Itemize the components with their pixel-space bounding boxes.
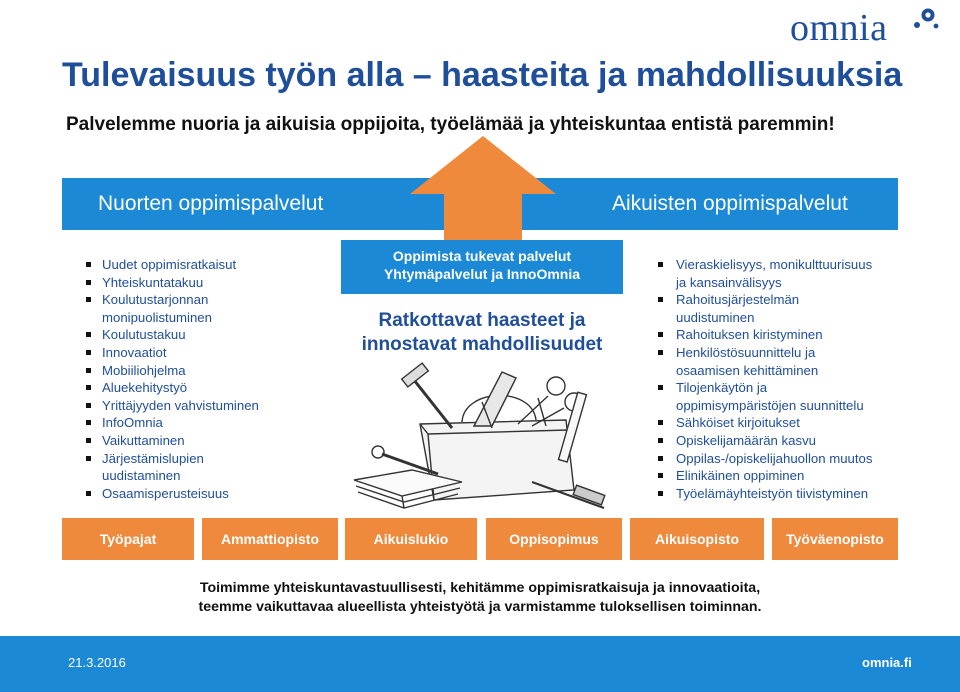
list-item (658, 344, 872, 362)
list-item-text: Koulutustarjonnan (102, 292, 209, 308)
list-item-text: Mobiiliohjelma (102, 362, 186, 378)
bullet-square-icon (86, 403, 91, 408)
list-item (86, 414, 259, 432)
unit-box-aikuisopisto: Aikuisopisto (630, 518, 764, 560)
list-item-text: ja kansainvälisyys (676, 274, 782, 290)
list-item (658, 291, 872, 309)
list-item-continuation (658, 309, 872, 327)
list-item-text: Elinikäinen oppiminen (676, 468, 805, 484)
list-item-continuation (658, 397, 872, 415)
list-item-text: Työelämäyhteistyön tiivistyminen (676, 485, 869, 501)
list-item (658, 450, 872, 468)
unit-box-aikuislukio: Aikuislukio (345, 518, 477, 560)
list-item-continuation (658, 362, 872, 380)
list-item-continuation (658, 274, 872, 292)
list-item (86, 432, 259, 450)
bullet-square-icon (86, 262, 91, 267)
youth-services-label: Nuorten oppimispalvelut (98, 192, 324, 215)
list-item-text: Osaamisperusteisuus (102, 485, 229, 501)
list-item-text: InfoOmnia (102, 415, 163, 431)
bullet-square-icon (658, 262, 663, 267)
bullet-square-icon (658, 332, 663, 337)
adult-issues-list (658, 256, 872, 502)
list-item-continuation (86, 309, 259, 327)
bullet-square-icon (658, 491, 663, 496)
list-item-text: Opiskelijamäärän kasvu (676, 432, 816, 448)
bullet-square-icon (86, 456, 91, 461)
list-item-text: oppimisympäristöjen suunnittelu (676, 397, 864, 413)
page-title: Tulevaisuus työn alla – haasteita ja mahdollisuuksia (62, 56, 903, 94)
list-item-text: monipuolistuminen (102, 309, 212, 325)
list-item (86, 485, 259, 503)
list-item-text: Vaikuttaminen (102, 432, 185, 448)
challenges-heading-line1: Ratkottavat haasteet ja (378, 310, 586, 331)
list-item-text: Tilojenkäytön ja (676, 380, 768, 396)
list-item-text: Sähköiset kirjoitukset (676, 415, 800, 431)
unit-box-tyovaenopisto: Työväenopisto (772, 518, 898, 560)
list-item (658, 326, 872, 344)
list-item-text: Henkilöstösuunnittelu ja (676, 344, 816, 360)
footer-date: 21.3.2016 (68, 655, 126, 670)
bullet-square-icon (86, 350, 91, 355)
page-subtitle: Palvelemme nuoria ja aikuisia oppijoita, työelämää ja yhteiskuntaa entistä paremmin! (66, 114, 835, 135)
list-item-text: Yhteiskuntatakuu (102, 274, 204, 290)
list-item (86, 379, 259, 397)
list-item (86, 326, 259, 344)
list-item-text: Uudet oppimisratkaisut (102, 257, 237, 272)
list-item (658, 414, 872, 432)
toolbox-illustration (342, 362, 622, 514)
list-item-text: Rahoitusjärjestelmän (676, 292, 800, 308)
up-arrow-icon (410, 136, 556, 242)
list-item-text: Innovaatiot (102, 344, 167, 360)
bullet-square-icon (86, 420, 91, 425)
list-item (86, 291, 259, 309)
challenges-heading-line2: innostavat mahdollisuudet (361, 334, 603, 355)
logo-dots-icon (908, 6, 940, 30)
footer-bar (0, 636, 960, 692)
bullet-square-icon (86, 438, 91, 443)
list-item-text: Aluekehitystyö (102, 380, 188, 396)
bullet-square-icon (86, 491, 91, 496)
adult-services-label: Aikuisten oppimispalvelut (612, 192, 848, 215)
list-item (658, 379, 872, 397)
list-item (86, 362, 259, 380)
list-item-text: Vieraskielisyys, monikulttuurisuus (676, 257, 873, 272)
bullet-square-icon (658, 473, 663, 478)
bullet-square-icon (658, 385, 663, 390)
bullet-square-icon (86, 297, 91, 302)
bullet-square-icon (86, 332, 91, 337)
bullet-square-icon (86, 280, 91, 285)
list-item-text: Yrittäjyyden vahvistuminen (102, 397, 259, 413)
list-item-continuation (86, 467, 259, 485)
list-item-text: Järjestämislupien (102, 450, 204, 466)
unit-box-ammattiopisto: Ammattiopisto (202, 518, 338, 560)
list-item-text: Koulutustakuu (102, 327, 186, 343)
bullet-square-icon (86, 385, 91, 390)
logo-text: omnia (790, 7, 888, 49)
list-item (658, 467, 872, 485)
mission-line2: teemme vaikuttavaa alueellista yhteistyötä ja varmistamme tuloksellisen toiminnan. (198, 599, 762, 615)
bullet-square-icon (658, 456, 663, 461)
list-item (658, 256, 872, 274)
list-item-text: uudistaminen (102, 468, 181, 484)
list-item (86, 450, 259, 468)
list-item-text: Rahoituksen kiristyminen (676, 327, 823, 343)
list-item (658, 485, 872, 503)
list-item-text: Oppilas-/opiskelijahuollon muutos (676, 450, 873, 466)
unit-box-oppisopimus: Oppisopimus (486, 518, 622, 560)
list-item (86, 274, 259, 292)
list-item (658, 432, 872, 450)
support-services-subtitle: Yhtymäpalvelut ja InnoOmnia (383, 266, 581, 282)
bullet-square-icon (658, 420, 663, 425)
bullet-square-icon (658, 350, 663, 355)
list-item-text: uudistuminen (676, 309, 755, 325)
support-services-title: Oppimista tukevat palvelut (392, 248, 572, 264)
list-item (86, 397, 259, 415)
footer-website: omnia.fi (862, 655, 912, 670)
list-item-text: osaamisen kehittäminen (676, 362, 819, 378)
bullet-square-icon (658, 297, 663, 302)
unit-box-tyopajat: Työpajat (62, 518, 194, 560)
bullet-square-icon (86, 368, 91, 373)
list-item (86, 256, 259, 274)
bullet-square-icon (658, 438, 663, 443)
mission-line1: Toimimme yhteiskuntavastuullisesti, kehitämme oppimisratkaisuja ja innovaatioita, (199, 580, 761, 596)
list-item (86, 344, 259, 362)
youth-issues-list (86, 256, 259, 502)
omnia-logo (790, 6, 955, 49)
